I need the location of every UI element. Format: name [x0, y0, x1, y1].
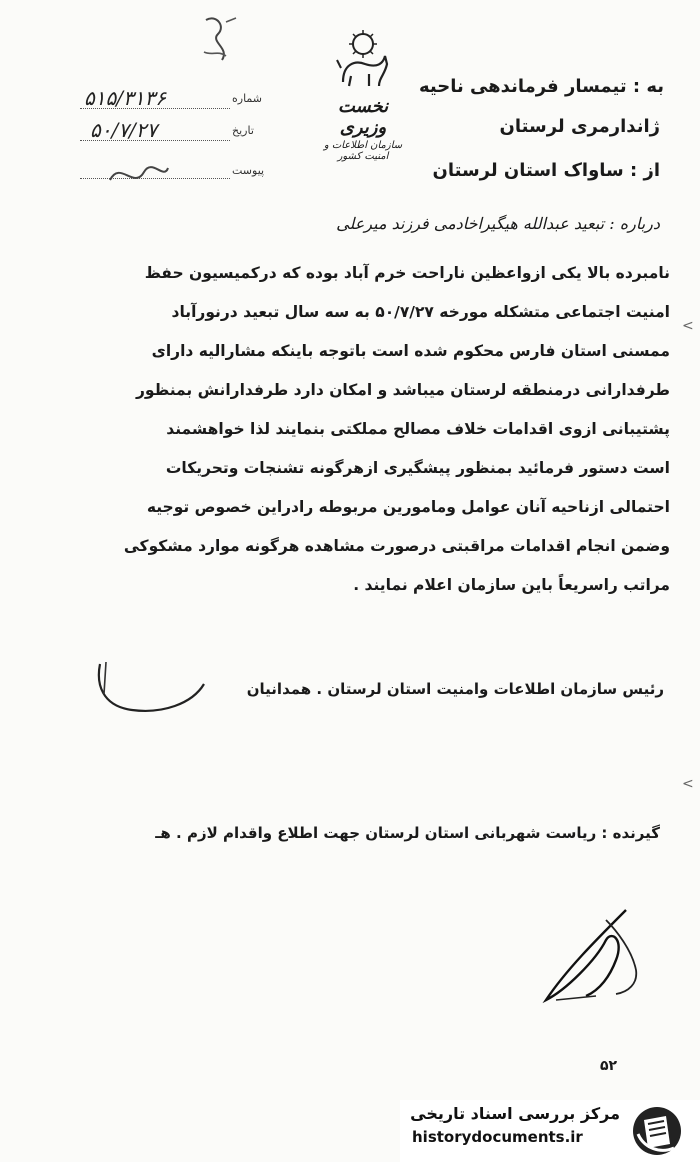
body-line: است دستور فرمائید بمنظور پیشگیری ازهرگونه تشنجات وتحریکات: [165, 459, 670, 477]
body-line: طرفدارانی درمنطقه لرستان میباشد و امکان دارد طرفدارانش بمنظور: [135, 381, 670, 399]
body-line: نامبرده بالا یکی ازواعظین ناراحت خرم آباد بوده که درکمیسیون حفظ: [144, 264, 670, 282]
subject-text: تبعید عبدالله هیگیراخادمی فرزند میرعلی: [336, 214, 605, 233]
body-line: امنیت اجتماعی متشکله مورخه ۵۰/۷/۲۷ به سه سال تبعید درنورآباد: [171, 303, 670, 321]
date-line: [80, 140, 230, 141]
lion-and-sun-icon: [333, 30, 393, 92]
to-line-2: ژاندارمری لرستان: [499, 116, 660, 137]
handwritten-scribble: [104, 150, 174, 200]
subject-label: درباره: [619, 214, 660, 233]
punch-hole-mark: <: [682, 318, 694, 334]
number-line: [80, 108, 230, 109]
date-label: تاریخ: [232, 124, 254, 137]
archive-logo-icon: [630, 1104, 684, 1158]
page-number: ۵۲: [600, 1058, 618, 1074]
body-line: مراتب راسریعاً باین سازمان اعلام نمایند .: [353, 576, 670, 594]
attachment-label: پیوست: [232, 164, 265, 177]
emblem-title: نخست وزیری: [337, 96, 389, 138]
subject-line: درباره : تبعید عبدالله هیگیراخادمی فرزند میرعلی: [336, 214, 660, 233]
from-line: از : ساواک استان لرستان: [432, 160, 660, 181]
watermark-logo: [400, 1100, 700, 1162]
body-line: احتمالی ازناحیه آنان عوامل ومامورین مربوطه رادراین خصوص توجیه: [146, 498, 670, 516]
watermark-en-text: historydocuments.ir: [412, 1128, 583, 1146]
handwritten-signature: [92, 654, 212, 724]
punch-hole-mark: <: [682, 776, 694, 792]
body-line: وضمن انجام اقدامات مراقبتی درصورت مشاهده هرگونه موارد مشکوکی: [123, 537, 670, 555]
to-line: به : تیمسار فرماندهی ناحیه: [418, 76, 664, 97]
watermark-fa-text: مرکز بررسی اسناد تاریخی: [410, 1104, 620, 1123]
emblem-subtitle: سازمان اطلاعات و امنیت کشور: [323, 140, 403, 162]
signatory-line: رئیس سازمان اطلاعات وامنیت استان لرستان . همدانیان: [246, 680, 664, 698]
signature-scribble: [536, 900, 646, 1010]
body-line: پشتیبانی ازوی اقدامات خلاف مصالح مملکتی بنمایند لذا خواهشمند: [166, 420, 670, 438]
recipient-line: گیرنده : ریاست شهربانی استان لرستان جهت اطلاع واقدام لازم . هـ: [155, 824, 660, 842]
letter-body: [20, 254, 670, 605]
body-line: ممسنی استان فارس محکوم شده است باتوجه باینکه مشارالیه دارای: [151, 342, 670, 360]
government-emblem: [318, 30, 408, 162]
date-value: ۵۰/۷/۲۷: [90, 118, 158, 142]
number-value: ۵۱۵/۳۱۳۶: [84, 86, 166, 110]
number-label: شماره: [232, 92, 263, 105]
handwritten-annotation: [196, 12, 246, 72]
